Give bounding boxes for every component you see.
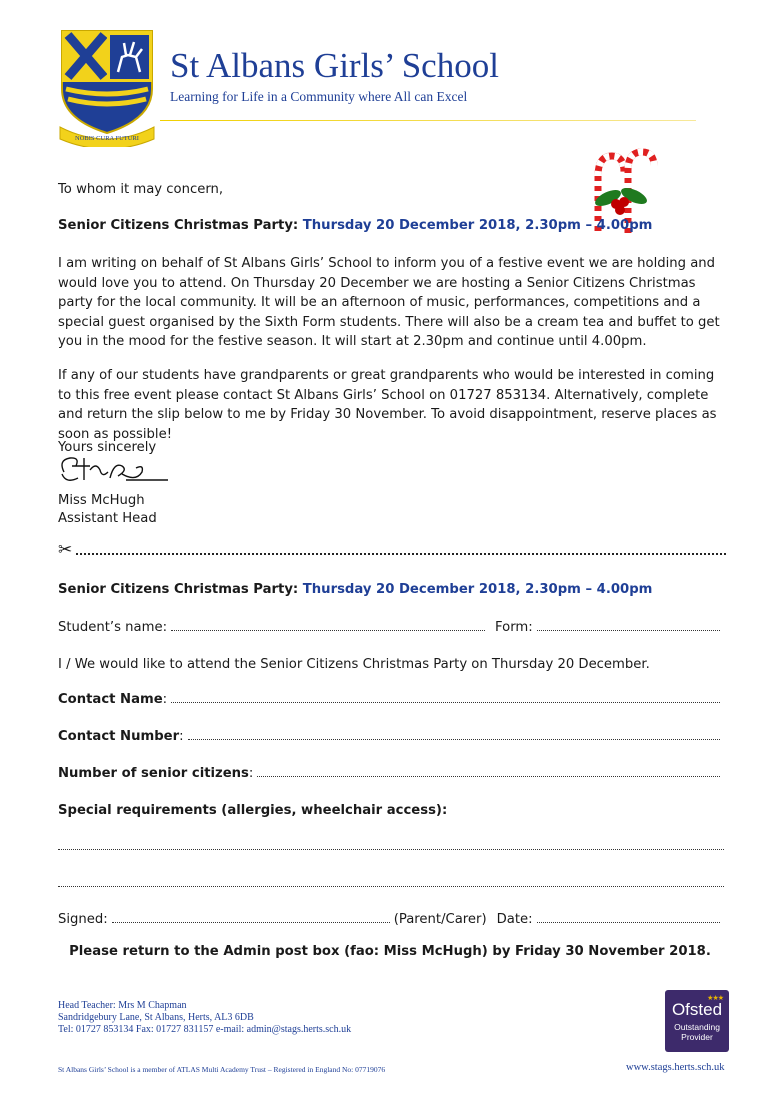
contact-number-label: Contact Number bbox=[58, 729, 180, 744]
footer-trust-note: St Albans Girls’ School is a member of ATLAS Multi Academy Trust – Registered in England No: 07719076 bbox=[58, 1065, 386, 1074]
event-heading-detail: Thursday 20 December 2018, 2.30pm – 4.00pm bbox=[302, 218, 653, 233]
letter-paragraph-1: I am writing on behalf of St Albans Girls’ School to inform you of a festive event we are holding and would love you to attend. On Thursday 20 December we are hosting a Senior Citizens Christmas party for the local community. It will be an afternoon of music, performances, competitions and a special guest organised by the Sixth Form students. There will also be a cream tea and buffet to get you in the mood for the festive season. It will start at 2.30pm and continue until 4.00pm. bbox=[58, 256, 720, 350]
special-req-label: Special requirements (allergies, wheelchair access) bbox=[58, 803, 442, 818]
slip-heading-detail: Thursday 20 December 2018, 2.30pm – 4.00pm bbox=[302, 582, 653, 597]
special-req-line-1[interactable] bbox=[58, 848, 724, 850]
num-citizens-field[interactable] bbox=[257, 776, 720, 777]
footer-head-teacher: Head Teacher: Mrs M Chapman bbox=[58, 1000, 187, 1011]
signatory-name: Miss McHugh bbox=[58, 493, 145, 508]
ofsted-rating-line-1: Outstanding bbox=[674, 1022, 720, 1032]
signature-row bbox=[58, 912, 724, 927]
school-crest-logo bbox=[58, 27, 156, 147]
signature-field[interactable] bbox=[112, 922, 390, 923]
signatory-title: Assistant Head bbox=[58, 511, 157, 526]
ofsted-stars-icon: ★★★ bbox=[707, 994, 723, 1002]
ofsted-name: Ofsted bbox=[671, 1000, 723, 1019]
footer-contact: Tel: 01727 853134 Fax: 01727 831157 e-mail: admin@stags.herts.sch.uk bbox=[58, 1024, 352, 1035]
cut-line bbox=[58, 540, 726, 560]
student-name-label: Student’s name: bbox=[58, 620, 168, 635]
form-field[interactable] bbox=[537, 630, 720, 631]
footer-website: www.stags.herts.sch.uk bbox=[626, 1062, 725, 1073]
footer-address: Sandridgebury Lane, St Albans, Herts, AL3 6DB bbox=[58, 1012, 254, 1023]
cut-line-dots bbox=[76, 546, 726, 555]
special-req-row: Special requirements (allergies, wheelchair access) : bbox=[58, 803, 448, 818]
date-label: Date: bbox=[496, 912, 533, 927]
event-heading-label: Senior Citizens Christmas Party: bbox=[58, 218, 299, 233]
contact-name-label: Contact Name bbox=[58, 692, 163, 707]
num-citizens-row: Number of senior citizens: bbox=[58, 766, 724, 781]
school-name: St Albans Girls’ School bbox=[170, 46, 499, 85]
contact-number-row: Contact Number: bbox=[58, 729, 724, 744]
slip-heading-label: Senior Citizens Christmas Party: bbox=[58, 582, 299, 597]
form-label: Form: bbox=[495, 620, 533, 635]
num-citizens-label: Number of senior citizens bbox=[58, 766, 249, 781]
ofsted-badge bbox=[665, 990, 729, 1052]
scissors-icon: ✂ bbox=[58, 540, 73, 560]
student-name-row bbox=[58, 620, 724, 635]
crest-motto: NOBIS CURA FUTURI bbox=[75, 135, 139, 142]
signed-label: Signed: bbox=[58, 912, 108, 927]
sign-off: Yours sincerely bbox=[58, 440, 157, 455]
return-note: Please return to the Admin post box (fao: Miss McHugh) by Friday 30 November 2018. bbox=[69, 944, 711, 959]
letter-paragraph-2: If any of our students have grandparents or great grandparents who would be interested in coming to this free event please contact St Albans Girls’ School on 01727 853134. Alternatively, complete and return the slip below to me by Friday 30 November. To avoid disappointment, reserve places as soon as possible! bbox=[58, 368, 717, 442]
school-tagline: Learning for Life in a Community where All can Excel bbox=[170, 89, 468, 104]
ofsted-rating-line-2: Provider bbox=[681, 1031, 713, 1042]
slip-heading bbox=[58, 582, 652, 597]
attend-statement: I / We would like to attend the Senior Citizens Christmas Party on Thursday 20 December. bbox=[58, 657, 650, 672]
contact-name-row: Contact Name: bbox=[58, 692, 724, 707]
special-req-line-2[interactable] bbox=[58, 885, 724, 887]
greeting: To whom it may concern, bbox=[58, 182, 224, 197]
header-divider bbox=[160, 120, 696, 121]
contact-number-field[interactable] bbox=[188, 739, 720, 740]
student-name-field[interactable] bbox=[171, 630, 485, 631]
contact-name-field[interactable] bbox=[171, 702, 720, 703]
parent-carer-label: (Parent/Carer) bbox=[393, 912, 487, 927]
date-field[interactable] bbox=[537, 922, 720, 923]
handwritten-signature bbox=[56, 452, 171, 490]
event-heading bbox=[58, 218, 652, 233]
